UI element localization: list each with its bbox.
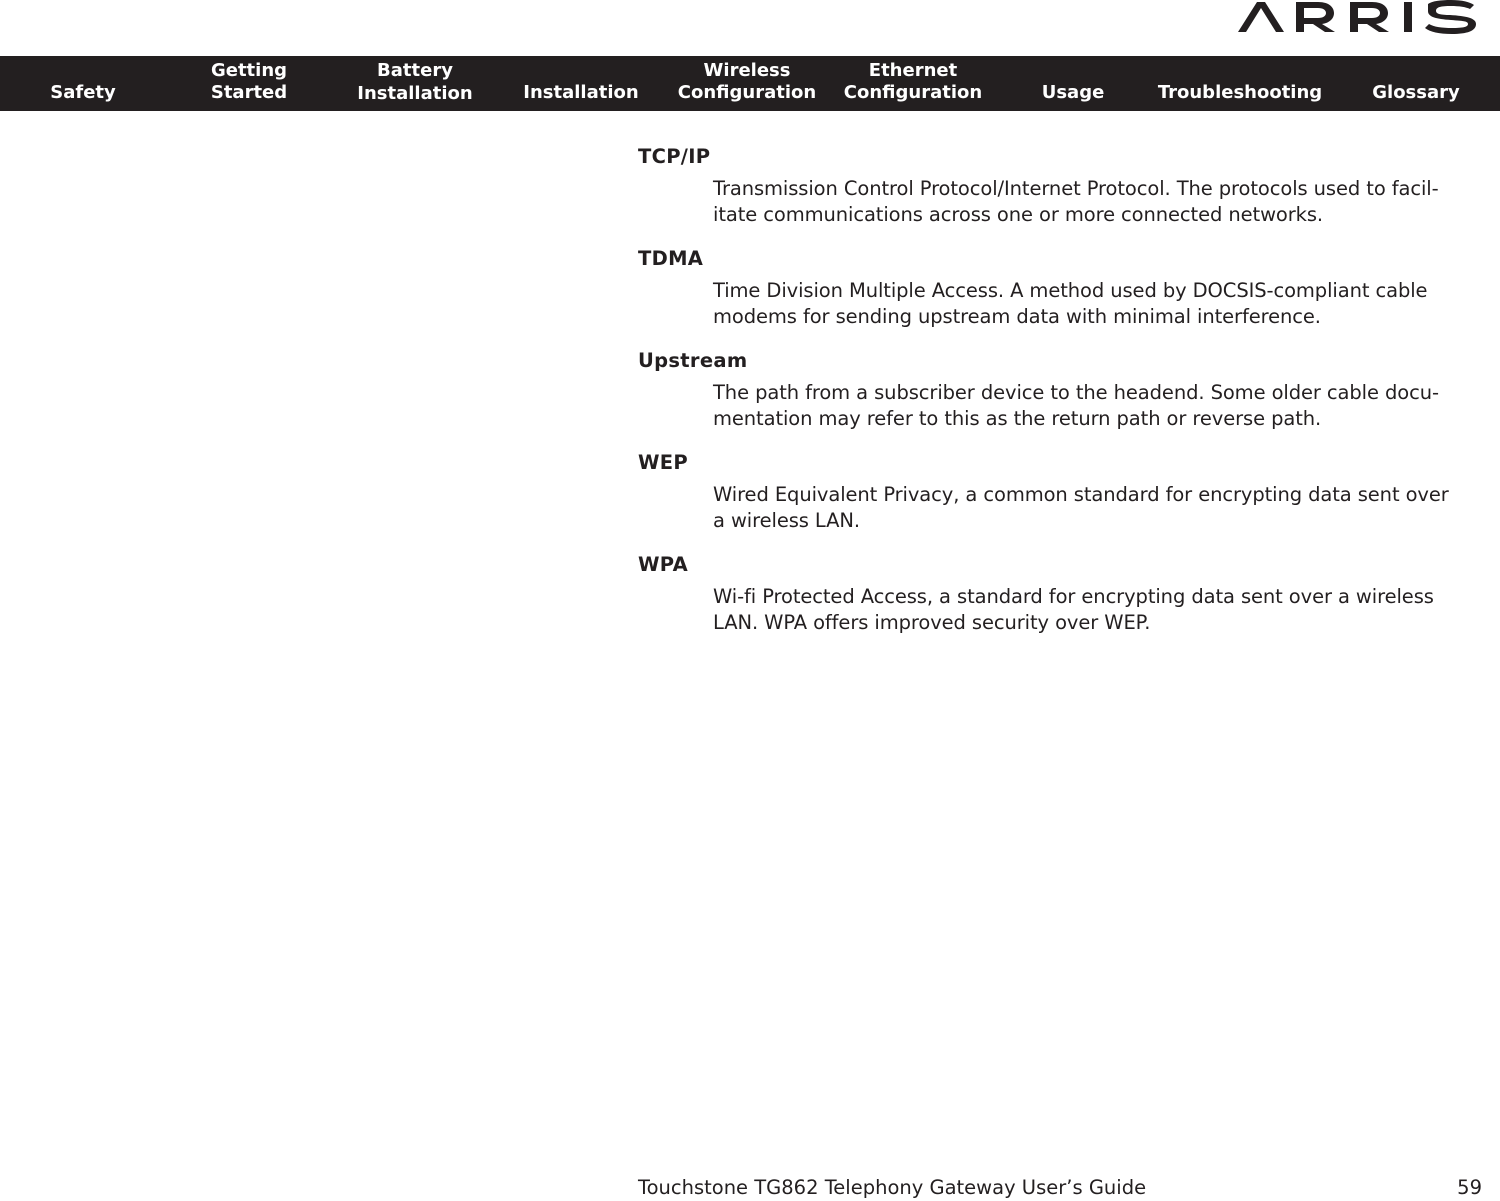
nav-tab-line1: Battery <box>377 60 453 81</box>
nav-tab-label: Usage <box>1041 82 1105 103</box>
nav-tab-ethernet-configuration[interactable] <box>830 56 996 111</box>
nav-tab-glossary[interactable] <box>1330 56 1500 111</box>
nav-tab-label: Started <box>210 82 288 103</box>
nav-tab-label: Safety <box>50 82 116 103</box>
glossary-term-upstream: Upstream <box>638 349 748 372</box>
glossary-term-tcp-ip: TCP/IP <box>638 145 711 168</box>
top-navigation-bar <box>0 56 1500 111</box>
nav-tab-installation[interactable] <box>498 56 664 111</box>
arris-logo-graphic <box>1238 0 1500 36</box>
glossary-term-wep: WEP <box>638 451 689 474</box>
nav-tab-getting-started[interactable] <box>166 56 332 111</box>
nav-tab-label: Glossary <box>1372 82 1460 103</box>
nav-tab-label: Installation <box>523 82 639 103</box>
page-number: 59 <box>1457 1176 1482 1199</box>
glossary-term-tdma: TDMA <box>638 247 704 270</box>
nav-tab-line1: Getting <box>210 60 288 81</box>
nav-tab-wireless-configuration[interactable] <box>664 56 830 111</box>
glossary-term-wpa: WPA <box>638 553 689 576</box>
nav-tab-line1: Ethernet <box>868 60 958 81</box>
arris-logo <box>1238 0 1500 36</box>
glossary-definition-upstream: The path from a subscriber device to the headend. Some older cable docu- mentation may refer to this as the return path or reverse path. <box>713 381 1439 430</box>
glossary-definition-tcp-ip: Transmission Control Protocol/Internet Protocol. The protocols used to facil- itate communications across one or more connected networks. <box>713 177 1439 226</box>
nav-tab-label: Configuration <box>843 82 983 103</box>
nav-tab-safety[interactable] <box>0 56 166 111</box>
document-title: Touchstone TG862 Telephony Gateway User’s Guide <box>638 1176 1147 1199</box>
nav-tab-label: Troubleshooting <box>1157 82 1323 103</box>
glossary-definition-wep: Wired Equivalent Privacy, a common standard for encrypting data sent over a wireless LAN. <box>713 483 1449 532</box>
nav-tab-label: Configuration <box>677 82 817 103</box>
nav-tab-troubleshooting[interactable] <box>1150 56 1330 111</box>
nav-tab-line1: Wireless <box>703 60 791 81</box>
glossary-definition-wpa: Wi-fi Protected Access, a standard for encrypting data sent over a wireless LAN. WPA offers improved security over WEP. <box>713 585 1434 634</box>
glossary-definition-tdma: Time Division Multiple Access. A method used by DOCSIS-compliant cable modems for sending upstream data with minimal interference. <box>713 279 1428 328</box>
nav-tab-battery-installation[interactable] <box>332 56 498 111</box>
nav-tab-label: Installation <box>357 83 473 104</box>
nav-tab-usage[interactable] <box>996 56 1150 111</box>
